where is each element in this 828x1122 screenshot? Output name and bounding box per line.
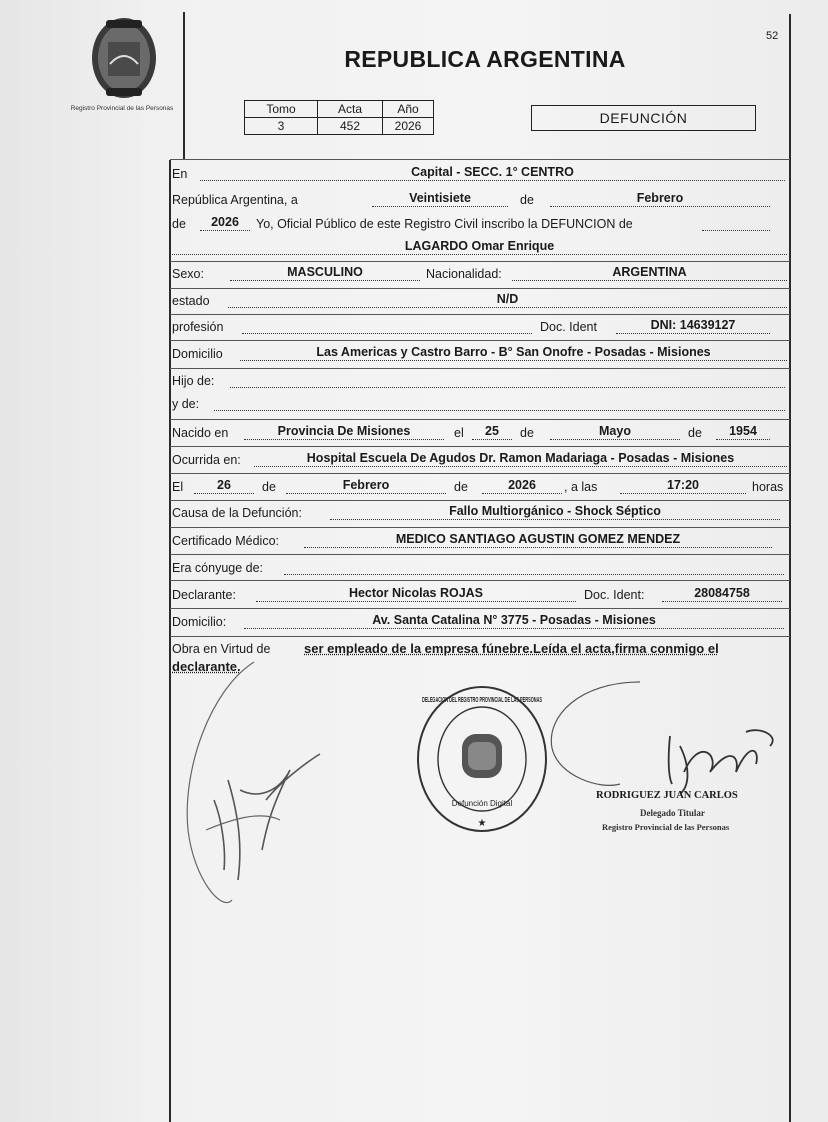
provincial-crest-logo: [86, 14, 162, 102]
row-year: [170, 214, 790, 234]
rule-6: [170, 419, 790, 420]
stamp-center-text: Defunción Digital: [451, 799, 513, 808]
label-el-def: El: [172, 480, 184, 494]
label-republica: República Argentina, a: [172, 193, 298, 207]
row-en: [170, 164, 790, 184]
field-yde: [214, 394, 785, 411]
field-conyuge: [284, 558, 784, 575]
label-yde: y de:: [172, 397, 200, 411]
officer-organization: Registro Provincial de las Personas: [602, 822, 730, 832]
field-death-year: 2026: [482, 477, 562, 494]
field-domicilio-decl: Av. Santa Catalina N° 3775 - Posadas - Misiones: [244, 612, 784, 629]
rule-5: [170, 368, 790, 369]
row-ocurrida: [170, 450, 790, 470]
field-nacionalidad: ARGENTINA: [512, 264, 787, 281]
registry-seal-stamp: [414, 684, 550, 834]
label-declarante: Declarante:: [172, 588, 236, 602]
field-death-time: 17:20: [620, 477, 746, 494]
label-en: En: [172, 167, 188, 181]
row-fecha-defuncion: [170, 477, 790, 497]
field-obra-text-2: declarante.: [172, 659, 241, 674]
label-de-birth-year: de: [688, 426, 702, 440]
field-birth-month: Mayo: [550, 423, 680, 440]
row-profesion: [170, 317, 790, 337]
label-causa: Causa de la Defunción:: [172, 506, 302, 520]
row-yde: [170, 394, 790, 414]
field-death-day: 26: [194, 477, 254, 494]
label-a-las: , a las: [564, 480, 598, 494]
rule-4: [170, 340, 790, 341]
registry-name: Registro Provincial de las Personas: [70, 105, 174, 112]
rule-10: [170, 527, 790, 528]
record-header-ano: Año: [383, 101, 434, 118]
row-deceased: [170, 238, 790, 258]
label-domicilio: Domicilio: [172, 347, 223, 361]
row-estado: [170, 291, 790, 311]
record-header-acta: Acta: [318, 101, 383, 118]
field-birth-year: 1954: [716, 423, 770, 440]
record-value-tomo: 3: [245, 118, 318, 135]
field-death-month: Febrero: [286, 477, 446, 494]
rule-3: [170, 314, 790, 315]
field-declarante-doc: 28084758: [662, 585, 782, 602]
row-fecha: [170, 190, 790, 210]
row-domicilio: [170, 344, 790, 364]
field-sexo: MASCULINO: [230, 264, 420, 281]
field-en: Capital - SECC. 1° CENTRO: [200, 164, 785, 181]
rule-14: [170, 636, 790, 637]
form-top-rule: [170, 159, 790, 160]
record-value-ano: 2026: [383, 118, 434, 135]
officer-name: RODRIGUEZ JUAN CARLOS: [596, 790, 738, 801]
field-dni: DNI: 14639127: [616, 317, 770, 334]
field-causa: Fallo Multiorgánico - Shock Séptico: [330, 503, 780, 520]
field-day: Veintisiete: [372, 190, 508, 207]
label-horas: horas: [752, 480, 784, 494]
label-hijo: Hijo de:: [172, 374, 215, 388]
field-obra-text: ser empleado de la empresa fúnebre.Leída el acta,firma conmigo el: [304, 641, 719, 656]
label-ocurrida: Ocurrida en:: [172, 453, 241, 467]
label-el: el: [454, 426, 464, 440]
left-margin-line: [183, 12, 185, 160]
row-sexo: [170, 264, 790, 284]
label-sexo: Sexo:: [172, 267, 204, 281]
record-value-acta: 452: [318, 118, 383, 135]
field-domicilio: Las Americas y Castro Barro - B° San Onofre - Posadas - Misiones: [240, 344, 787, 361]
row-certificado: [170, 531, 790, 551]
field-profesion: [242, 317, 532, 334]
officer-title: Delegado Titular: [640, 808, 705, 818]
field-estado: N/D: [228, 291, 787, 308]
rule-13: [170, 608, 790, 609]
field-defuncion-blank: [702, 214, 770, 231]
rule-8: [170, 473, 790, 474]
record-header-tomo: Tomo: [245, 101, 318, 118]
row-nacido: [170, 423, 790, 443]
row-declarante: [170, 585, 790, 605]
declarant-signature: [170, 650, 350, 920]
label-de-def-year: de: [454, 480, 468, 494]
label-doc-ident-decl: Doc. Ident:: [584, 588, 645, 602]
stamp-ring-text: DELEGACION DEL REGISTRO PROVINCIAL DE LAS PERSONAS: [422, 697, 543, 704]
field-certificado: MEDICO SANTIAGO AGUSTIN GOMEZ MENDEZ: [304, 531, 772, 548]
label-profesion: profesión: [172, 320, 224, 334]
row-domicilio-declarante: [170, 612, 790, 632]
row-conyuge: [170, 558, 790, 578]
label-de-birth: de: [520, 426, 534, 440]
country-title: REPUBLICA ARGENTINA: [344, 46, 626, 72]
field-month: Febrero: [550, 190, 770, 207]
field-declarante: Hector Nicolas ROJAS: [256, 585, 576, 602]
rule-1: [170, 261, 790, 262]
field-birth-day: 25: [472, 423, 512, 440]
page-number: 52: [766, 30, 779, 42]
rule-2: [170, 288, 790, 289]
field-hijo: [230, 371, 785, 388]
rule-7: [170, 446, 790, 447]
rule-12: [170, 580, 790, 581]
label-de-def: de: [262, 480, 276, 494]
rule-11: [170, 554, 790, 555]
rule-9: [170, 500, 790, 501]
label-conyuge: Era cónyuge de:: [172, 561, 264, 575]
text-oficial: Yo, Oficial Público de este Registro Civil inscribo la DEFUNCION de: [256, 217, 633, 231]
field-nacido-place: Provincia De Misiones: [244, 423, 444, 440]
field-ocurrida: Hospital Escuela De Agudos Dr. Ramon Madariaga - Posadas - Misiones: [254, 450, 787, 467]
field-deceased-name: LAGARDO Omar Enrique: [172, 238, 787, 255]
label-de-year: de: [172, 217, 186, 231]
svg-text:★: ★: [477, 818, 487, 829]
label-certificado: Certificado Médico:: [172, 534, 279, 548]
row-causa: [170, 503, 790, 523]
act-type-box: DEFUNCIÓN: [531, 105, 756, 131]
label-nacido: Nacido en: [172, 426, 229, 440]
row-hijo: [170, 371, 790, 391]
record-table: [244, 100, 434, 135]
label-nacionalidad: Nacionalidad:: [426, 267, 502, 281]
label-obra: Obra en Virtud de: [172, 642, 271, 656]
label-doc-ident: Doc. Ident: [540, 320, 597, 334]
label-estado: estado: [172, 294, 210, 308]
label-de: de: [520, 193, 534, 207]
officer-signature: [540, 676, 800, 796]
field-year: 2026: [200, 214, 250, 231]
label-domicilio-decl: Domicilio:: [172, 615, 227, 629]
